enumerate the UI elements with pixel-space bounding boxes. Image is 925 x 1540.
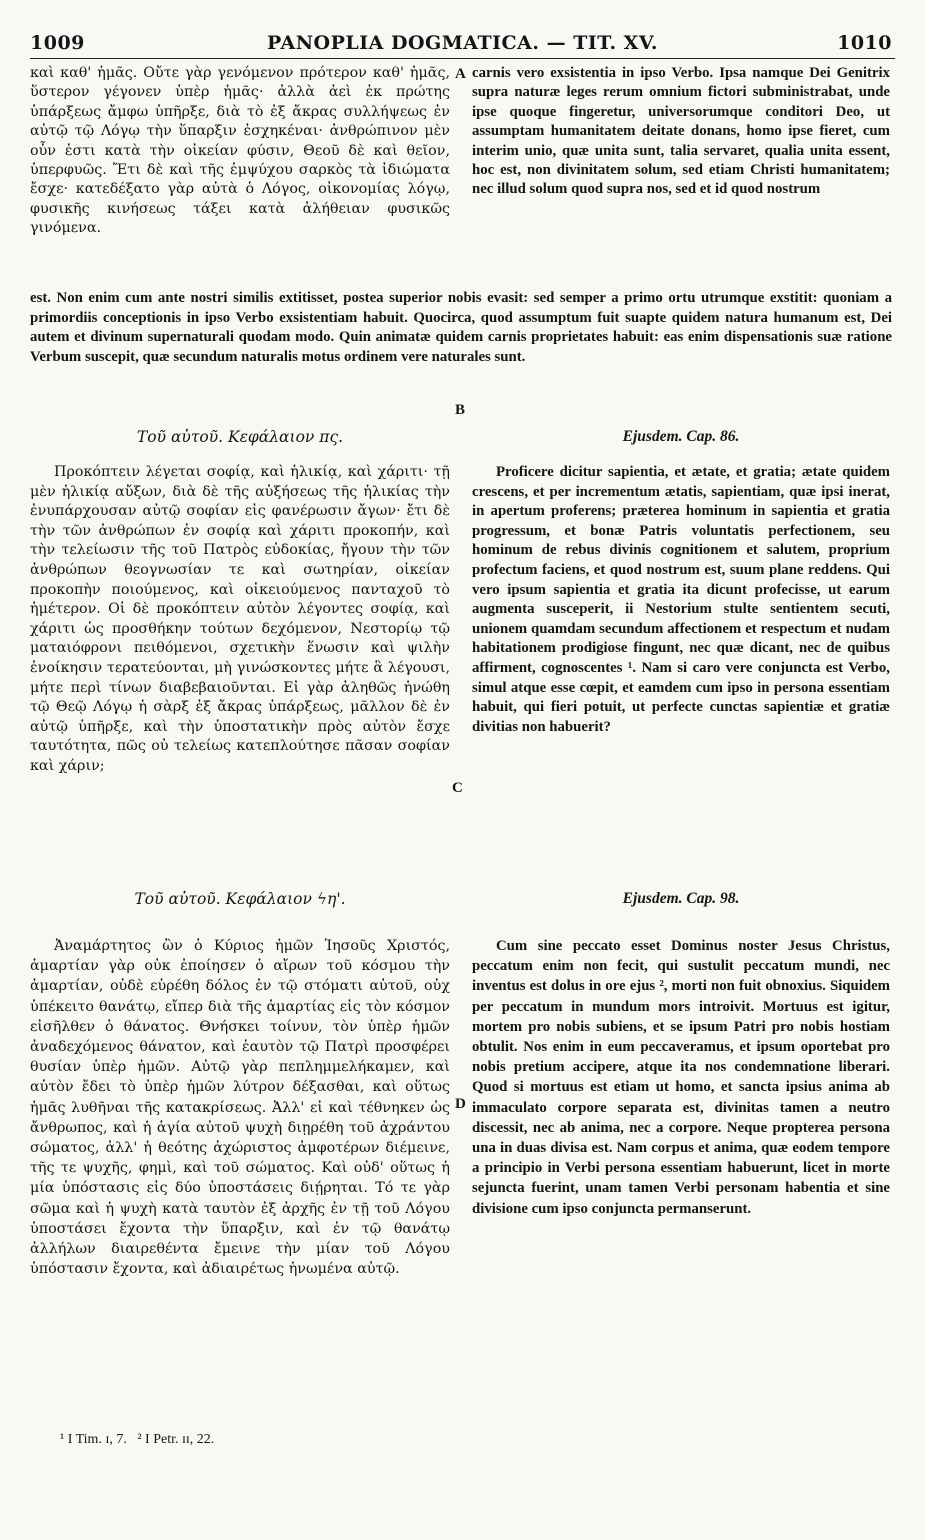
latin-paragraph-98: Cum sine peccato esset Dominus noster Jesus Christus, peccatum enim non fecit, qui sustulit peccatum mundi, nec inventus est dolus in ore ejus ², morti non fuit obnoxius. Siquidem per peccatum in mundum mors introivit. Mortuus est igitur, mortem pro nobis subiens, et se ipsum Patri pro nobis hostiam obtulit. Nos enim in eum peccaveramus, et ipsum oportebat pro nobis pretium accipere, atque ita nos condemnatione liberari. Quod si mortuus est etiam ut homo, et sancta ipsius anima ab immaculato corpore separata est, divinitas tamen a neutro discessit, nec ab anima, nec a corpore. Neque propterea persona una in duas divisa est. Nam corpus et anima, quæ eodem tempore a principio in Verbi persona essentiam habuerunt, licet in morte sejuncta fuerint, unam tamen Verbi personam habentia et sine divisione cum ipso conjuncta permanserunt.	[472, 938, 890, 1217]
latin-chapter-title-86: Ejusdem. Cap. 86.	[622, 428, 740, 445]
greek-paragraph-a: καὶ καθ' ἡμᾶς. Οὔτε γὰρ γενόμενον πρότερον καθ' ἡμᾶς, ὕστερον γέγονεν ὑπὲρ ἡμᾶς· ἀλλὰ ἀεὶ ἐκ πρώτης ὑπάρξεως ἄμφω ὑπῆρξε, διὰ τὸ ἐξ ἄκρας συλλήψεως ἐν αὐτῷ τῷ Λόγῳ τὴν ὕπαρξιν ἐσχηκέναι· ἀνθρώπινον μὲν οὖν ἐστι κατὰ τὴν οἰκείαν φύσιν, Θεοῦ δὲ καὶ θεῖον, ὑπερφυῶς. Ἔτι δὲ καὶ τῆς ἐμψύχου σαρκὸς τὰ ἰδιώματα ἔσχε· κατεδέξατο γὰρ αὐτὰ ὁ Λόγος, οἰκονομίας λόγῳ, φυσικῆς κινήσεως τάξει κατὰ ἀλήθειαν φυσικῶς γινόμενα.	[30, 65, 450, 237]
latin-chapter-title-98: Ejusdem. Cap. 98.	[622, 890, 740, 907]
page-number-right: 1010	[837, 32, 892, 54]
margin-marker-c: C	[452, 780, 463, 796]
greek-paragraph-86: Προκόπτειν λέγεται σοφίᾳ, καὶ ἡλικίᾳ, καὶ χάριτι· τῇ μὲν ἡλικίᾳ αὔξων, διὰ δὲ τῆς αὐξήσεως τῆς ἡλικίας τὴν ἐνυπάρχουσαν αὐτῷ σοφίαν εἰς φανέρωσιν ἄγων· ἔτι δὲ τὴν τῶν ἀνθρώπων ἐν σοφίᾳ καὶ χάριτι προκοπήν, καὶ τὴν τελείωσιν τῆς τοῦ Πατρὸς εὐδοκίας, ἤγουν τὴν τῶν ἀνθρώπων θεογνωσίαν τε καὶ σωτηρίαν, οἰκείαν προκοπὴν ποιούμενος, καὶ οἰκειούμενος πανταχοῦ τὸ ἡμέτερον. Οἱ δὲ προκόπτειν αὐτὸν λέγοντες σοφίᾳ, καὶ χάριτι ὡς προσθήκην τούτων δεχόμενον, Νεστορίῳ τῷ ματαιόφρονι πειθόμενοι, σχετικὴν ἕνωσιν καὶ ψιλὴν ἐνοίκησιν τερατεύονται, μὴ γινώσκοντες μήτε ἃ λέγουσι, μήτε περὶ τίνων διαβεβαιοῦνται. Εἰ γὰρ ἀληθῶς ἡνώθη τῷ Θεῷ Λόγῳ ἡ σὰρξ ἐξ ἄκρας ὑπάρξεως, μᾶλλον δὲ ἐν αὐτῷ ὑπῆρξε, καὶ τὴν ὑποστατικὴν πρὸς αὐτὸν ἔσχε ταυτότητα, πῶς οὐ τελείως κατεπλούτησε πᾶσαν σοφίαν καὶ χάριν;	[30, 464, 450, 774]
margin-marker-b: B	[455, 402, 466, 418]
latin-text-86	[472, 463, 890, 737]
margin-marker-d: D	[455, 1096, 466, 1112]
running-title: PANOPLIA DOGMATICA. — TIT. XV.	[267, 32, 658, 54]
page-number-left: 1009	[30, 32, 85, 54]
latin-paragraph-86: Proficere dicitur sapientia, et ætate, et gratia; ætate quidem crescens, et per incrementum ætatis, sapientiam, quæ ipsi inerat, in apertum proferens; præterea hominum in sapientia et gratia progressum, et bonæ Patris voluntatis perfectionem, seu hominum de rebus divinis cognitionem et salutem, proprium profectum faciens, et quod nostrum est, suum plane reddens. Qui vero ipsum sapientia et gratia ita dicunt profecisse, ut earum augmenta susceperit, ii Nestorium stulte sentientem secuti, unionem quamdam secundum affectionem et respectum et nudam habitationem prodigiose fingunt, nec quæ dicant, nec de quibus affirment, cognoscentes ¹. Nam si caro vere conjuncta est Verbo, simul atque esse cœpit, et eamdem cum ipso in persona essentiam habuit, qui fieri potuit, ut perfecte cunctas sapientiæ et gratiæ divitias non habuerit?	[472, 464, 890, 735]
latin-text-98	[472, 936, 890, 1219]
greek-text-a	[30, 64, 450, 239]
footnotes: ¹ I Tim. ɪ, 7. ² I Petr. ɪɪ, 22.	[60, 1432, 215, 1447]
greek-chapter-title-86: Τοῦ αὐτοῦ. Κεφάλαιον πς.	[136, 428, 344, 446]
latin-paragraph-a: carnis vero exsistentia in ipso Verbo. Ipsa namque Dei Genitrix supra naturæ leges rerum omnium fictori subministrabat, unde ipse quoque fingeretur, universorumque conditori Deo, ut assumptam humanitatem deitate donans, homo ipse fieret, cum interim unio, quæ unita sunt, talia servaret, qualia unita essent, hoc est, non divinitatem solum, sed etiam Christi humanitatem; nec illud solum quod supra nos, sed et id quod nostrum	[472, 65, 890, 198]
greek-text-98	[30, 936, 450, 1279]
greek-chapter-title-98: Τοῦ αὐτοῦ. Κεφάλαιον ϟη'.	[134, 890, 346, 908]
header-rule	[30, 58, 895, 59]
latin-full-text: est. Non enim cum ante nostri similis extitisset, postea superior nobis evasit: sed semper a primo ortu utrumque exstitit: quoniam a primordiis conceptionis in ipso Verbo exsistentiam habuit. Quocirca, quod assumptum fuit suapte quidem natura humanum est, Dei autem et divinum supernaturali quodam modo. Quin animatæ quidem carnis proprietates habuit: eas enim dispensationis suæ ratione Verbum suscepit, quæ secundum naturalis motus ordinem vere naturales sunt.	[30, 290, 892, 365]
latin-full-width-paragraph	[30, 289, 892, 367]
latin-text-a	[472, 64, 890, 200]
margin-marker-a: A	[455, 66, 466, 82]
greek-text-86	[30, 463, 450, 777]
greek-paragraph-98: Ἀναμάρτητος ὢν ὁ Κύριος ἡμῶν Ἰησοῦς Χριστός, ἁμαρτίαν γὰρ οὐκ ἐποίησεν ὁ αἴρων τοῦ κόσμου τὴν ἁμαρτίαν, οὐδὲ εὑρέθη δόλος ἐν τῷ στόματι αὐτοῦ, οὐχ ὑπέκειτο θανάτῳ, εἴπερ διὰ τῆς ἁμαρτίας εἰς τὸν κόσμον εἰσῆλθεν ὁ θάνατος. Θνήσκει τοίνυν, τὸν ὑπὲρ ἡμῶν ἀναδεχόμενος θάνατον, καὶ ἑαυτὸν τῷ Πατρὶ προσφέρει θυσίαν ὑπὲρ ἡμῶν. Αὐτῷ γὰρ πεπλημμελήκαμεν, καὶ αὐτὸν ἔδει τὸ ὑπὲρ ἡμῶν λύτρον δέξασθαι, καὶ οὕτως ἡμᾶς λυθῆναι τῆς κατακρίσεως. Ἀλλ' εἰ καὶ τέθνηκεν ὡς ἄνθρωπος, καὶ ἡ ἁγία αὐτοῦ ψυχὴ διῃρέθη τοῦ ἀχράντου σώματος, ἀλλ' ἡ θεότης ἀχώριστος ἀμφοτέρων διέμεινε, τῆς τε ψυχῆς, φημὶ, καὶ τοῦ σώματος. Καὶ οὐδ' οὕτως ἡ μία ὑπόστασις εἰς δύο ὑποστάσεις διῄρηται. Τό τε γὰρ σῶμα καὶ ἡ ψυχὴ κατὰ ταυτὸν ἐξ ἀρχῆς ἐν τῇ τοῦ Λόγου ὑποστάσει ἔχοντα τὴν ὕπαρξιν, καὶ ἐν τῷ θανάτῳ ἀλλήλων διαιρεθέντα ἔμεινε τὴν μίαν τοῦ Λόγου ὑπόστασιν ἔχοντα, καὶ ἀδιαιρέτως ἡνωμένα αὐτῷ.	[30, 938, 450, 1278]
